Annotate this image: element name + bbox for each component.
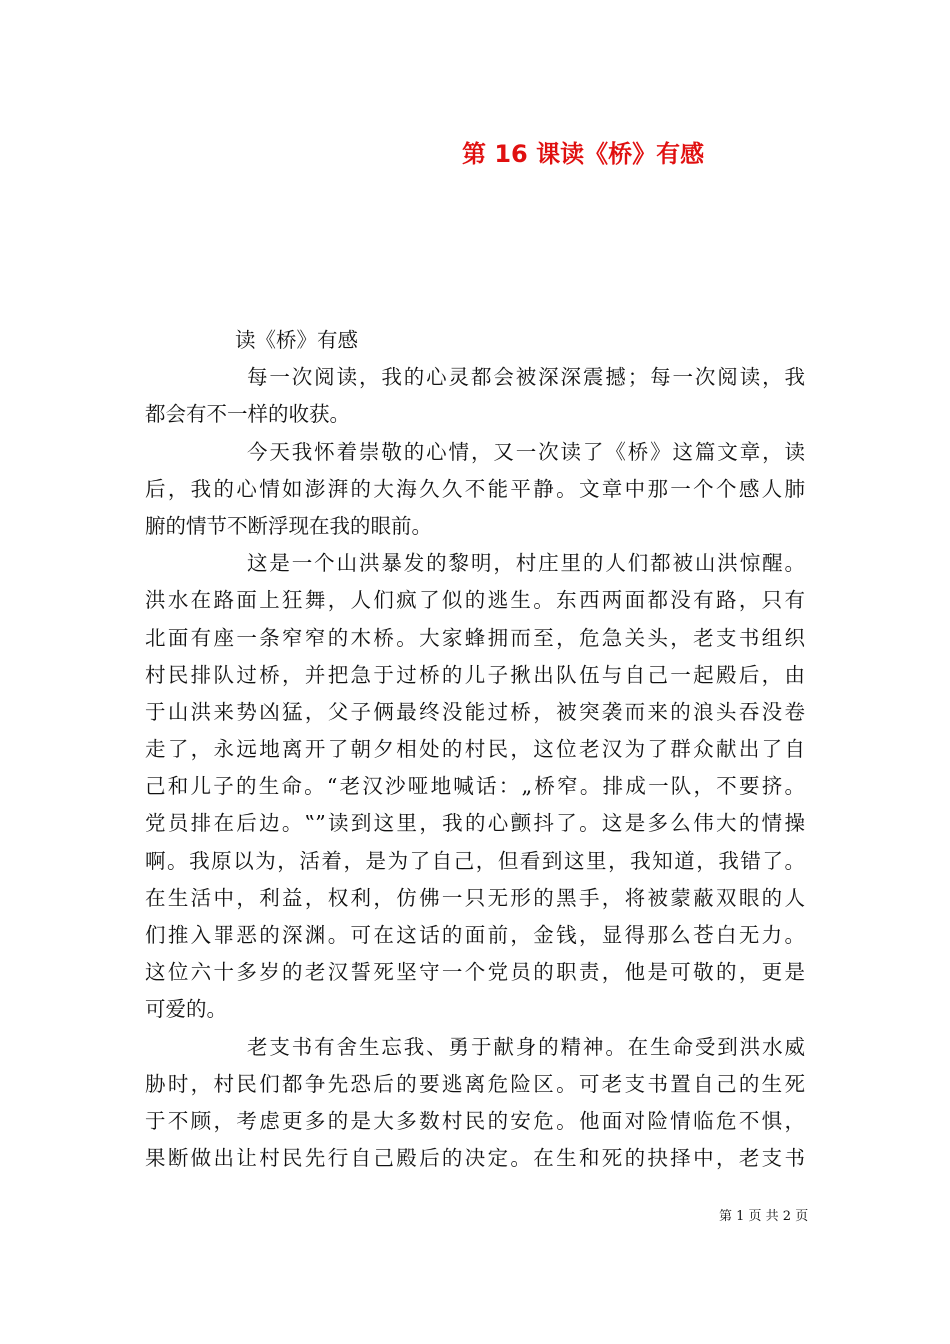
document-body	[145, 322, 805, 1177]
paragraph-line: 己和儿子的生命。“老汉沙哑地喊话：„桥窄。排成一队，不要挤。	[145, 774, 805, 799]
paragraph-line: 走了，永远地离开了朝夕相处的村民，这位老汉为了群众献出了自	[145, 737, 805, 762]
paragraph-line: 啊。我原以为，活着，是为了自己，但看到这里，我知道，我错了。	[145, 848, 805, 873]
paragraph-line: 老支书有舍生忘我、勇于献身的精神。在生命受到洪水威	[247, 1034, 805, 1059]
paragraph	[145, 1029, 805, 1178]
paragraph-line: 胁时，村民们都争先恐后的要逃离危险区。可老支书置自己的生死	[145, 1071, 805, 1096]
document-title: 第 16 课读《桥》有感	[462, 140, 705, 168]
paragraph-line: 们推入罪恶的深渊。可在这话的面前，金钱，显得那么苍白无力。	[145, 923, 805, 947]
paragraph-line: 腑的情节不断浮现在我的眼前。	[145, 513, 432, 538]
paragraph-line: 这位六十多岁的老汉誓死坚守一个党员的职责，他是可敬的，更是	[145, 960, 805, 985]
paragraph-line: 都会有不一样的收获。	[145, 402, 350, 427]
paragraph-line: 于山洪来势凶猛，父子俩最终没能过桥，被突袭而来的浪头吞没卷	[145, 699, 805, 724]
paragraph	[145, 434, 805, 546]
section-heading: 读《桥》有感	[235, 328, 358, 352]
paragraph-line: 村民排队过桥，并把急于过桥的儿子揪出队伍与自己一起殿后，由	[145, 662, 805, 687]
paragraph-line: 党员排在后边。‟”读到这里，我的心颤抖了。这是多么伟大的情操	[145, 811, 805, 836]
paragraph-line: 果断做出让村民先行自己殿后的决定。在生和死的抉择中，老支书	[145, 1146, 805, 1171]
paragraph-line: 在生活中，利益，权利，仿佛一只无形的黑手，将被蒙蔽双眼的人	[145, 885, 805, 910]
paragraph	[145, 359, 805, 433]
paragraph-line: 北面有座一条窄窄的木桥。大家蜂拥而至，危急关头，老支书组织	[145, 625, 805, 650]
paragraph-line: 这是一个山洪暴发的黎明，村庄里的人们都被山洪惊醒。	[247, 551, 805, 576]
paragraphs	[145, 359, 805, 1177]
paragraph-line: 洪水在路面上狂舞，人们疯了似的逃生。东西两面都没有路，只有	[145, 588, 805, 613]
paragraph-line: 后，我的心情如澎湃的大海久久不能平静。文章中那一个个感人肺	[145, 476, 805, 501]
page-footer: 第 1 页 共 2 页	[719, 1209, 809, 1224]
paragraph-line: 可爱的。	[145, 997, 227, 1022]
paragraph-line: 于不顾，考虑更多的是大多数村民的安危。他面对险情临危不惧，	[145, 1108, 805, 1133]
paragraph-line: 每一次阅读，我的心灵都会被深深震撼；每一次阅读，我	[247, 365, 805, 390]
paragraph-line: 今天我怀着崇敬的心情，又一次读了《桥》这篇文章，读	[247, 439, 805, 464]
paragraph	[145, 545, 805, 1028]
